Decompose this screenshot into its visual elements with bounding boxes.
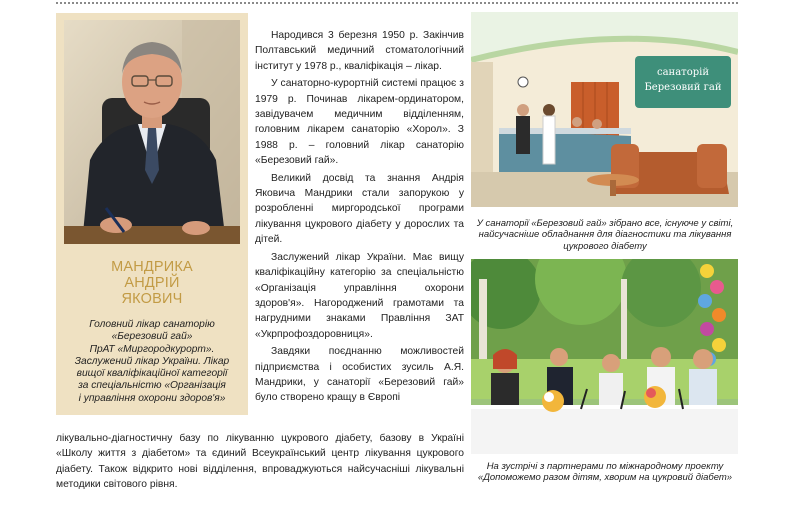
meeting-photo [471,259,738,454]
caption-line: Заслужений лікар України. Лікар [74,355,230,367]
caption-line: «Березовий гай» [111,331,193,343]
article-paragraph: У санаторно-курортній системі працює з 1979 р. Починав лікарем-ординатором, завідувачем медичним відділенням, головним лікарем санаторію «Хорол». З 1988 р. – головний лікар санаторію «Березовий гай». [255,78,464,167]
lobby-photo [471,12,738,207]
portrait-photo [64,20,240,244]
profile-caption [62,319,242,405]
name-line: АНДРІЙ [124,275,180,291]
name-line: МАНДРИКА [111,259,193,275]
top-dotted-rule [56,2,738,4]
article-paragraph: Завдяки поєднанню можливостей підприємства і особистих зусиль А.Я. Мандрики, у санаторії «Березовий гай» було створено кращу в Європі [255,346,464,404]
article-column [255,28,464,406]
name-line: ЯКОВИЧ [121,291,183,307]
caption-line: Головний лікар санаторію [89,319,215,330]
caption-line: за спеціальністю «Організація [78,380,226,392]
article-paragraph: Заслужений лікар України. Має вищу кваліфікаційну категорію за спеціальністю «Організація управління охорони здоров'я». Нагороджений грамотами та нагрудними знаками Правління ЗАТ «Укрпрофоздоровниця». [255,251,464,340]
caption-line: і управління охорони здоров'я» [78,392,226,404]
profile-panel [56,13,248,415]
lobby-caption: У санаторії «Березовий гай» зібрано все, існуюче у світі, найсучасніше обладнання для діагностики та лікування цукрового діабету [476,218,734,252]
article-paragraph: Народився 3 березня 1950 р. Закінчив Полтавський медичний стоматологічний інститут у 1978 р., кваліфікація – лікар. [255,30,464,72]
meeting-caption: На зустрічі з партнерами по міжнародному проекту «Допоможемо разом дітям, хворим на цукровий діабет» [477,461,733,484]
lobby-sign-line: санаторій [656,67,710,78]
article-paragraph: Великий досвід та знання Андрія Яковича Мандрики стали запорукою у розробленні миргородської програми лікування цукрового діабету у дорослих та дітей. [255,172,464,246]
lobby-sign-line: Березовий гай [644,82,722,93]
portrait-illustration [64,20,240,244]
caption-line: ПрАТ «Миргородкурорт». [89,343,215,355]
lobby-illustration [471,12,738,207]
meeting-illustration [471,259,738,454]
article-continuation: лікувально-діагностичну базу по лікуванню цукрового діабету, базову в Україні «Школу життя з діабетом» та єдиний Всеукраїнський центр лікування цукрового діабету. Також відкрито нові відділення, впроваджуються найсучасніші лікувальні методики світового рівня. [56,433,464,491]
caption-line: вищої кваліфікаційної категорії [76,368,228,380]
person-name [56,259,248,307]
